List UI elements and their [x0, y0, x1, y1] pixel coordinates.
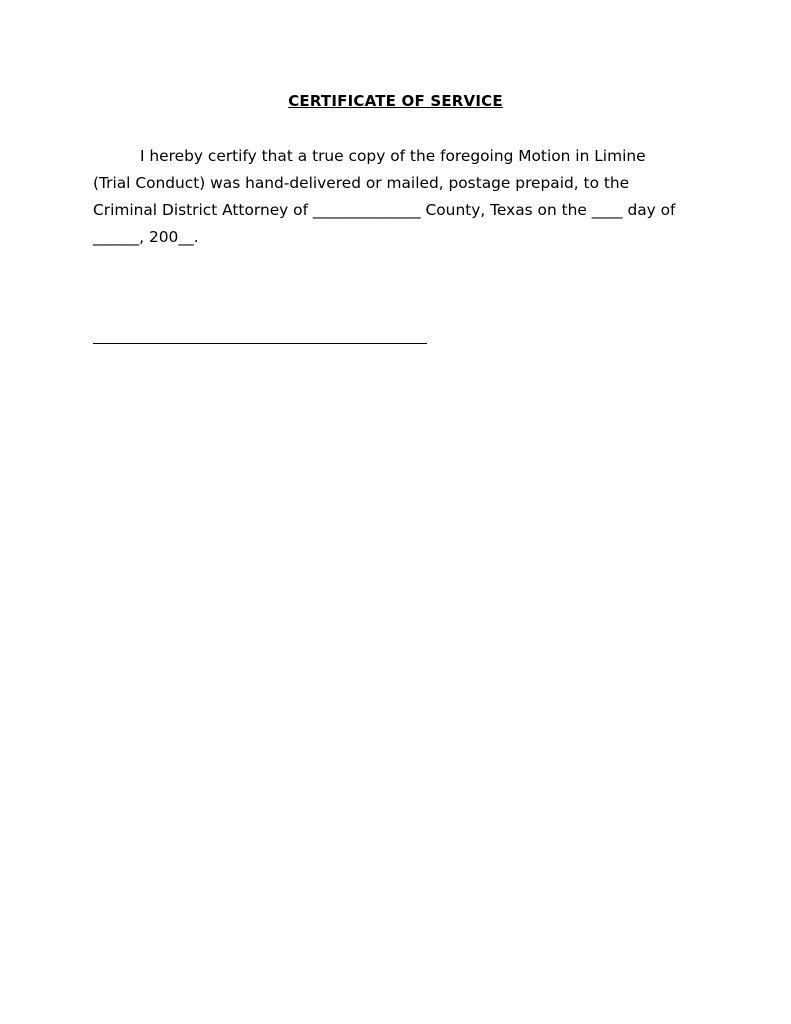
paragraph-line-2: (Trial Conduct) was hand-delivered or mailed, postage prepaid, to the [93, 174, 630, 192]
signature-line [93, 343, 427, 344]
paragraph-line-4: ______, 200__. [93, 228, 199, 246]
document-title: CERTIFICATE OF SERVICE [288, 92, 503, 110]
paragraph-line-1: I hereby certify that a true copy of the foregoing Motion in Limine [140, 147, 646, 165]
certification-paragraph [93, 143, 703, 251]
paragraph-line-3: Criminal District Attorney of ______________ County, Texas on the ____ day of [93, 201, 676, 219]
